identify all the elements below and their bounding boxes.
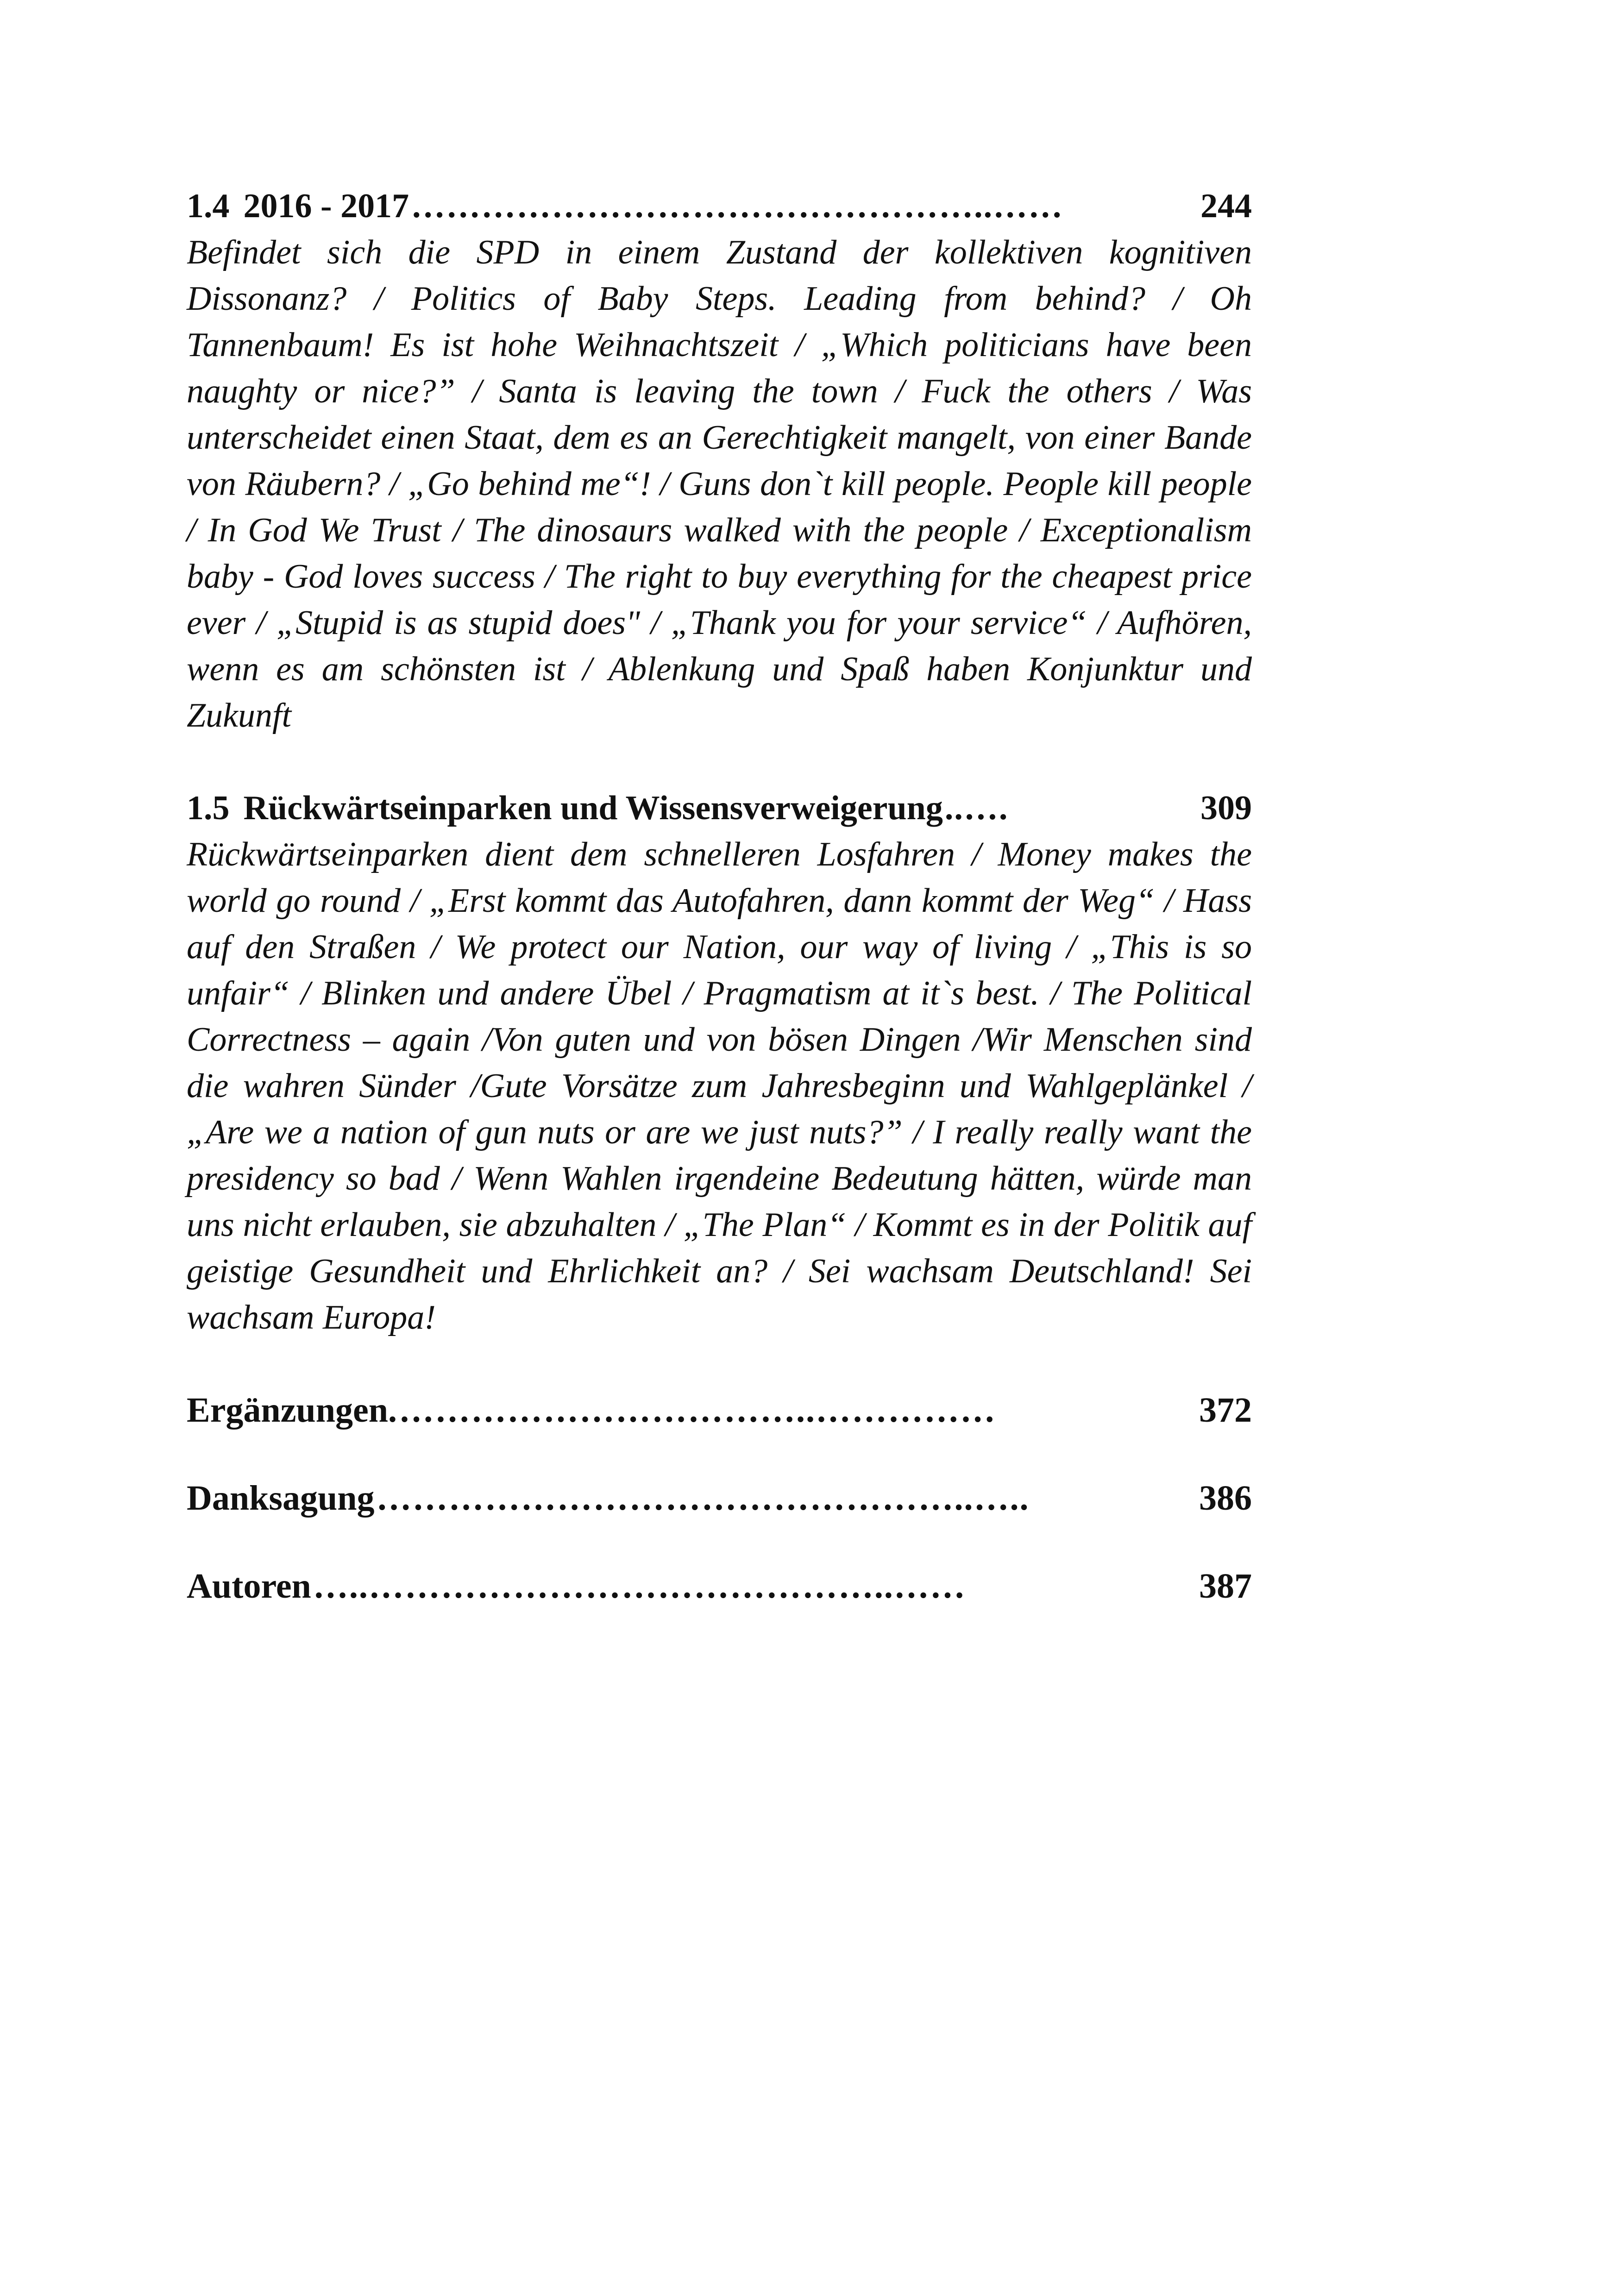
section-summary: Rückwärtseinparken dient dem schnelleren Losfahren / Money makes the world go round / „Erst kommt das Autofahren, dann kommt der Weg“ / Hass auf den Straßen / We protect our Nation, our way of living / „This is so unfair“ / Blinken und andere Übel / Pragmatism at it`s best. / The Political Correctness – again /Von guten und von bösen Dingen /Wir Menschen sind die wahren Sünder /Gute Vorsätze zum Jahresbeginn und Wahlgeplänkel / „Are we a nation of gun nuts or are we just nuts?” / I really really want the presidency so bad / Wenn Wahlen irgendeine Bedeutung hätten, würde man uns nicht erlauben, sie abzuhalten / „The Plan“ / Kommt es in der Politik auf geistige Gesundheit und Ehrlichkeit an? / Sei wachsam Deutschland! Sei wachsam Europa! (187, 835, 1252, 1336)
page-number: 387 (1199, 1567, 1252, 1606)
dot-leader: …………………………………………..….. (376, 1479, 1030, 1518)
entry-title: Autoren (187, 1567, 311, 1606)
dot-leader: …..……………………………………..…… (313, 1567, 966, 1606)
toc-heading (187, 785, 1252, 831)
entry-title: Danksagung (187, 1479, 375, 1518)
page-number: 309 (1200, 789, 1252, 827)
dot-leader: ..…. (944, 789, 1009, 827)
section-summary: Befindet sich die SPD in einem Zustand der kollektiven kognitiven Dissonanz? / Politics of Baby Steps. Leading from behind? / Oh Tannenbaum! Es ist hohe Weihnachtszeit / „Which politicians have been naughty or nice?” / Santa is leaving the town / Fuck the others / Was unterscheidet einen Staat, dem es an Gerechtigkeit mangelt, von einer Bande von Räubern? / „Go behind me“! / Guns don`t kill people. People kill people / In God We Trust / The dinosaurs walked with the people / Exceptionalism baby - God loves success / The right to buy everything for the cheapest price ever / „Stupid is as stupid does" / „Thank you for your service“ / Aufhören, wenn es am schönsten ist / Ablenkung und Spaß haben Konjunktur und Zukunft (187, 233, 1252, 734)
section-number: 1.5 (187, 789, 230, 827)
dot-leader: ……………………………..…………… (398, 1391, 996, 1430)
toc-section-1-4 (187, 183, 1252, 739)
toc-heading (187, 183, 1252, 229)
toc-entry-ergaenzungen (187, 1387, 1252, 1433)
section-title: 2016 - 2017 (243, 187, 409, 225)
page-number: 372 (1199, 1391, 1252, 1430)
entry-title: Ergänzungen. (187, 1391, 397, 1430)
section-title: Rückwärtseinparken und Wissensverweigerung (243, 789, 943, 827)
page-number: 244 (1200, 187, 1252, 225)
toc-section-1-5 (187, 785, 1252, 1341)
toc-entry-danksagung (187, 1475, 1252, 1521)
dot-leader: …………………………………………..…… (411, 187, 1064, 225)
section-number: 1.4 (187, 187, 230, 225)
page-number: 386 (1199, 1479, 1252, 1518)
table-of-contents (187, 183, 1252, 1609)
toc-entry-autoren (187, 1563, 1252, 1609)
